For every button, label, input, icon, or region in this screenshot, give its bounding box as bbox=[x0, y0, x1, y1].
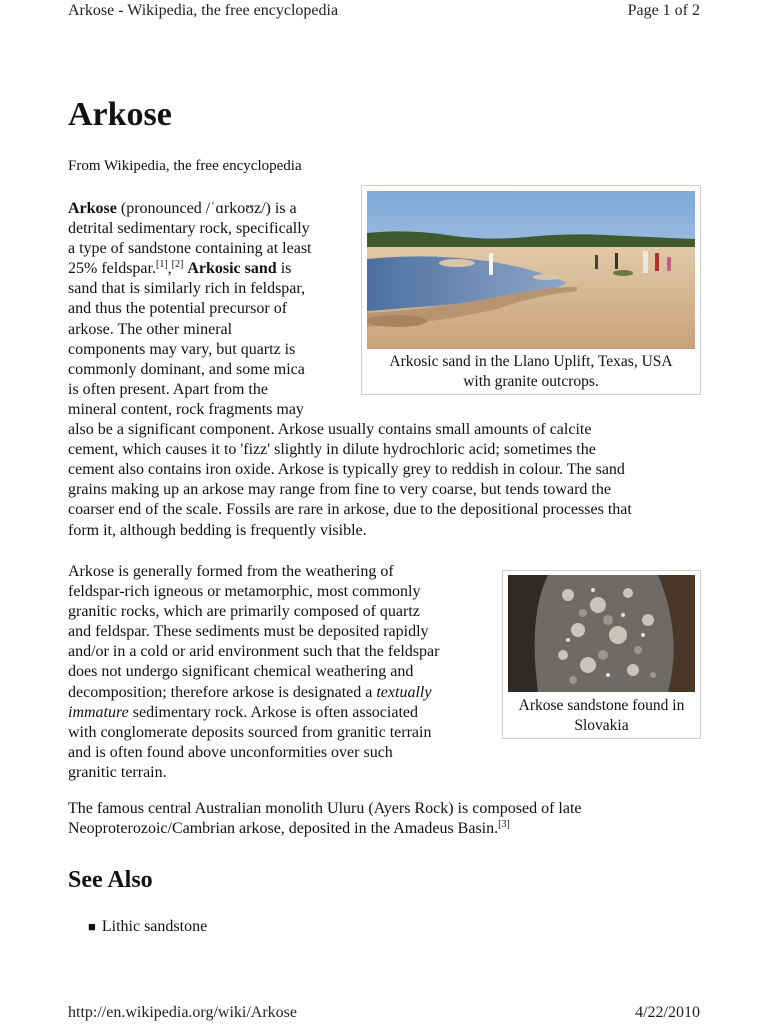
see-also-item[interactable] bbox=[88, 918, 207, 936]
intro-paragraph: Arkose (pronounced /ˈɑrkoʊz/) is a detrital sedimentary rock, specifically a type of sandstone containing at least 25% feldspar.[1],[2] Arkosic sand is sand that is similarly rich in feldspar, and thus the potential precursor of arkose. The other mineral components may vary, but quartz is commonly dominant, and some mica is often present. Apart from the mineral content, rock fragments may also be a significant component. Arkose usually contains small amounts of calcite cement, which causes it to 'fizz' slightly in dilute hydrochloric acid; sometimes the cement also contains iron oxide. Arkose is typically grey to reddish in colour. The sand grains making up an arkose may range from fine to very coarse, but tends toward the coarser end of the scale. Fossils are rare in arkose, due to the depositional processes that form it, although bedding is frequently visible. bbox=[68, 200, 632, 539]
page-number: Page 1 of 2 bbox=[627, 2, 700, 19]
page-footer-url: http://en.wikipedia.org/wiki/Arkose bbox=[68, 1004, 298, 1021]
figure-slovakia-sandstone bbox=[502, 570, 701, 739]
uluru-paragraph: The famous central Australian monolith Uluru (Ayers Rock) is composed of late Neoproterozoic/Cambrian arkose, deposited in the Amadeus Basin.[3] bbox=[68, 800, 582, 838]
page-header-title: Arkose - Wikipedia, the free encyclopedia bbox=[68, 2, 339, 19]
page-footer-date: 4/22/2010 bbox=[635, 1004, 700, 1021]
citation-1[interactable]: [1] bbox=[155, 259, 168, 271]
bullet-icon: ■ bbox=[88, 919, 96, 934]
term-arkose: Arkose bbox=[68, 200, 117, 217]
term-arkosic-sand: Arkosic sand bbox=[187, 260, 277, 278]
figure-caption: Arkosic sand in the Llano Uplift, Texas, USA with granite outcrops. bbox=[389, 353, 673, 391]
citation-2[interactable]: [2] bbox=[171, 259, 184, 271]
article-subtitle: From Wikipedia, the free encyclopedia bbox=[68, 158, 302, 174]
formation-paragraph: Arkose is generally formed from the weathering of feldspar-rich igneous or metamorphic, most commonly granitic rocks, which are primarily composed of quartz and feldspar. These sediments must be deposited rapidly and/or in a cold or arid environment such that the feldspar does not undergo significant chemical weathering and decomposition; therefore arkose is designated a textually immature sedimentary rock. Arkose is often associated with conglomerate deposits sourced from granitic terrain and is often found above unconformities over such granitic terrain. bbox=[68, 563, 440, 781]
figure-caption: Arkose sandstone found in Slovakia bbox=[518, 697, 685, 735]
citation-3[interactable]: [3] bbox=[498, 819, 510, 831]
slovakia-sandstone-photo[interactable] bbox=[508, 575, 695, 692]
article-title: Arkose bbox=[68, 96, 172, 133]
see-also-link[interactable]: Lithic sandstone bbox=[101, 918, 208, 935]
see-also-heading: See Also bbox=[68, 867, 153, 893]
